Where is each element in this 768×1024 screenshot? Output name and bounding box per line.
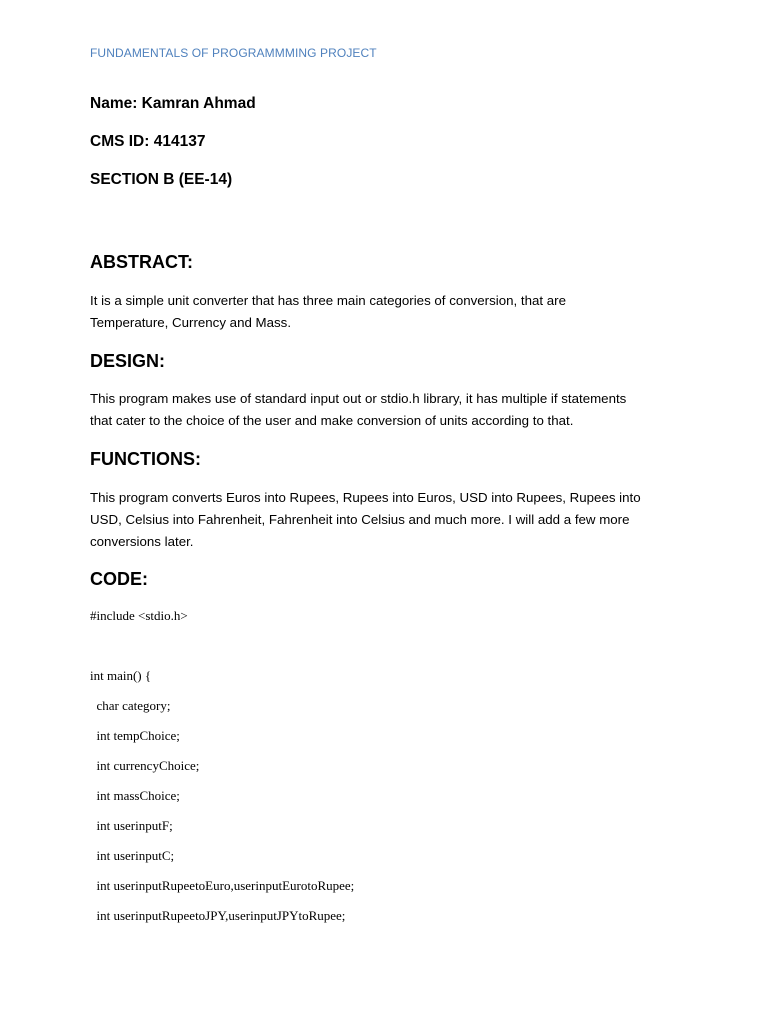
code-line: int userinputRupeetoEuro,userinputEurotoRupee;	[90, 878, 355, 893]
functions-line: This program converts Euros into Rupees, Rupees into Euros, USD into Rupees, Rupees into	[90, 490, 641, 505]
abstract-line: It is a simple unit converter that has three main categories of conversion, that are	[90, 293, 566, 308]
code-line: int tempChoice;	[90, 728, 180, 743]
abstract-paragraph	[90, 290, 670, 334]
functions-line: conversions later.	[90, 534, 194, 549]
abstract-heading: ABSTRACT:	[90, 252, 193, 272]
code-line: int main() {	[90, 668, 152, 683]
cms-id: CMS ID: 414137	[90, 133, 206, 150]
code-line: char category;	[90, 698, 171, 713]
code-line: int currencyChoice;	[90, 758, 200, 773]
document-header: FUNDAMENTALS OF PROGRAMMMING PROJECT	[90, 46, 377, 60]
design-line: This program makes use of standard input out or stdio.h library, it has multiple if statements	[90, 391, 627, 406]
design-heading: DESIGN:	[90, 351, 166, 371]
design-paragraph	[90, 388, 670, 432]
code-line: int massChoice;	[90, 788, 180, 803]
functions-paragraph	[90, 487, 670, 553]
code-line: int userinputRupeetoJPY,userinputJPYtoRupee;	[90, 908, 346, 923]
code-line: int userinputF;	[90, 818, 173, 833]
code-line: int userinputC;	[90, 848, 175, 863]
design-line: that cater to the choice of the user and make conversion of units according to that.	[90, 413, 574, 428]
code-line: #include <stdio.h>	[90, 608, 188, 623]
student-name: Name: Kamran Ahmad	[90, 95, 256, 112]
section-label: SECTION B (EE-14)	[90, 171, 233, 188]
functions-heading: FUNCTIONS:	[90, 449, 201, 469]
abstract-line: Temperature, Currency and Mass.	[90, 315, 292, 330]
functions-line: USD, Celsius into Fahrenheit, Fahrenheit into Celsius and much more. I will add a few more	[90, 512, 630, 527]
code-heading: CODE:	[90, 569, 148, 589]
